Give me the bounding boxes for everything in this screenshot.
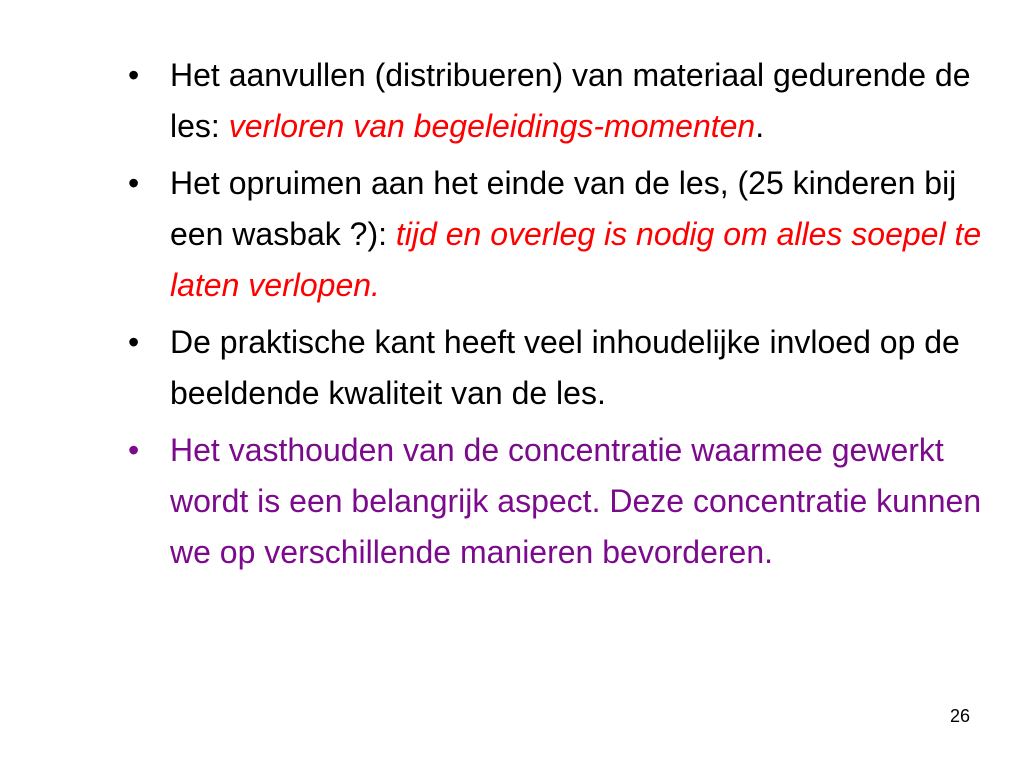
page-number: 26 (949, 706, 970, 726)
bullet-emphasis: tijd en overleg is nodig om alles soepel te laten verlopen. (170, 216, 982, 303)
bullet-item-3 (128, 317, 998, 419)
bullet-item-2 (128, 158, 998, 311)
bullet-icon: • (128, 324, 140, 360)
bullet-icon: • (128, 165, 140, 201)
bullet-text: De praktische kant heeft veel inhoudelijke invloed op de beeldende kwaliteit van de les. (170, 324, 960, 411)
bullet-item-1 (128, 50, 998, 152)
bullet-text: Het vasthouden van de concentratie waarmee gewerkt wordt is een belangrijk aspect. Deze concentratie kunnen we op verschillende manieren bevorderen. (170, 432, 982, 570)
bullet-text: Het aanvullen (distribueren) van materiaal gedurende de les: (170, 57, 971, 144)
bullet-text: Het opruimen aan het einde van de les, (25 kinderen bij een wasbak ?): (170, 165, 957, 252)
bullet-emphasis: verloren van begeleidings-momenten (228, 108, 756, 144)
bullet-list (128, 50, 998, 584)
bullet-suffix: . (755, 108, 765, 144)
bullet-item-4 (128, 425, 998, 578)
bullet-icon: • (128, 57, 140, 93)
bullet-icon: • (128, 432, 140, 468)
